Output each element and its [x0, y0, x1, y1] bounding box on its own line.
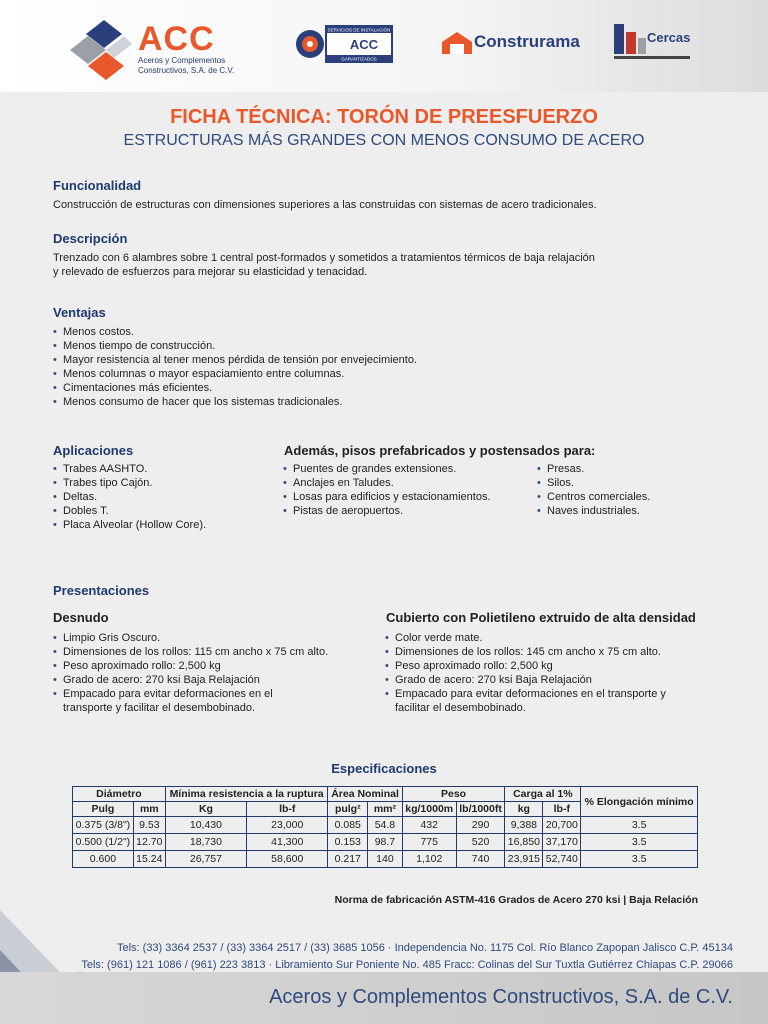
list-item: • Grado de acero: 270 ksi Baja Relajación — [53, 673, 328, 687]
table-cell: 10,430 — [165, 817, 246, 834]
cubierto-heading: Cubierto con Polietileno extruido de alta densidad — [386, 610, 696, 625]
ventajas-list — [53, 325, 417, 409]
contact-line-2: Tels: (961) 121 1086 / (961) 223 3813 · Libramiento Sur Poniente No. 485 Fracc: Colinas del Sur Tuxtla Gutiérrez Chiapas C.P. 29066 — [81, 959, 733, 971]
descripcion-line-1: Trenzado con 6 alambres sobre 1 central post-formados y sometidos a tratamientos térmicos de baja relajación — [53, 252, 595, 264]
table-unit: kg — [505, 802, 543, 817]
ademas-list-1 — [283, 462, 491, 518]
list-item: • Puentes de grandes extensiones. — [283, 462, 491, 476]
table-row — [73, 851, 698, 868]
especificaciones-heading: Especificaciones — [331, 761, 437, 776]
page-subtitle: ESTRUCTURAS MÁS GRANDES CON MENOS CONSUMO DE ACERO — [123, 132, 645, 149]
table-unit: Pulg — [73, 802, 134, 817]
table-unit: mm — [133, 802, 165, 817]
cercas-logo-text: Cercas — [647, 30, 691, 45]
ademas-list-2 — [537, 462, 650, 518]
badge-name-text: ACC — [349, 37, 379, 52]
table-header-area: Área Nominal — [328, 787, 402, 802]
page-title: FICHA TÉCNICA: TORÓN DE PREESFUERZO — [170, 106, 598, 128]
list-item: • Menos tiempo de construcción. — [53, 339, 417, 353]
contact-line-1: Tels: (33) 3364 2537 / (33) 3364 2517 / (33) 3685 1056 · Independencia No. 1175 Col. Río Blanco Zapopan Jalisco C.P. 45134 — [116, 942, 733, 954]
list-item: • Naves industriales. — [537, 504, 650, 518]
desnudo-heading: Desnudo — [53, 610, 109, 625]
list-item: • Centros comerciales. — [537, 490, 650, 504]
table-cell: 20,700 — [543, 817, 581, 834]
table-cell: 18,730 — [165, 834, 246, 851]
table-cell: 0.085 — [328, 817, 368, 834]
list-item: • Dimensiones de los rollos: 145 cm ancho x 75 cm alto. — [385, 645, 666, 659]
footer-company-name: Aceros y Complementos Constructivos, S.A. de C.V. — [269, 986, 733, 1008]
acc-logo-mark — [66, 16, 136, 82]
table-cell: 15.24 — [133, 851, 165, 868]
table-cell: 52,740 — [543, 851, 581, 868]
table-cell: 740 — [456, 851, 505, 868]
specifications-table — [72, 786, 698, 868]
table-cell: 23,000 — [247, 817, 328, 834]
table-header-diametro: Diámetro — [73, 787, 166, 802]
list-item: • Presas. — [537, 462, 650, 476]
table-unit: lb-f — [247, 802, 328, 817]
descripcion-heading: Descripción — [53, 231, 128, 246]
list-item: • Peso aproximado rollo: 2,500 kg — [385, 659, 666, 673]
list-item: • Placa Alveolar (Hollow Core). — [53, 518, 206, 532]
list-item: • Anclajes en Taludes. — [283, 476, 491, 490]
table-row — [73, 834, 698, 851]
list-item: • Dimensiones de los rollos: 115 cm ancho x 75 cm alto. — [53, 645, 328, 659]
list-item: • Grado de acero: 270 ksi Baja Relajación — [385, 673, 666, 687]
list-item: • Mayor resistencia al tener menos pérdida de tensión por envejecimiento. — [53, 353, 417, 367]
funcionalidad-text: Construcción de estructuras con dimensiones superiores a las construidas con sistemas de acero tradicionales. — [53, 199, 597, 211]
table-header-peso: Peso — [402, 787, 505, 802]
list-item: • Menos columnas o mayor espaciamiento entre columnas. — [53, 367, 417, 381]
table-cell: 432 — [402, 817, 456, 834]
table-cell: 290 — [456, 817, 505, 834]
construrama-house-icon — [440, 30, 474, 56]
acc-logo-name: ACC — [138, 20, 215, 58]
table-unit: mm² — [368, 802, 403, 817]
table-cell: 12.70 — [133, 834, 165, 851]
badge-bottom-text: GARANTIZADOS — [341, 56, 377, 62]
table-cell: 58,600 — [247, 851, 328, 868]
aplicaciones-heading: Aplicaciones — [53, 443, 134, 458]
norma-fabricacion: Norma de fabricación ASTM-416 Grados de Acero 270 ksi | Baja Relación — [334, 894, 698, 906]
table-unit: pulg² — [328, 802, 368, 817]
table-unit: lb-f — [543, 802, 581, 817]
acc-logo-subtitle: Aceros y Complementos Constructivos, S.A. de C.V. — [138, 56, 235, 75]
list-item: • Limpio Gris Oscuro. — [53, 631, 328, 645]
list-item: • Silos. — [537, 476, 650, 490]
table-cell: 9.53 — [133, 817, 165, 834]
table-cell: 0.500 (1/2") — [73, 834, 134, 851]
list-item: • Dobles T. — [53, 504, 206, 518]
cubierto-list — [385, 631, 666, 715]
table-cell: 0.600 — [73, 851, 134, 868]
table-cell: 16,850 — [505, 834, 543, 851]
table-cell: 520 — [456, 834, 505, 851]
table-header-carga: Carga al 1% — [505, 787, 581, 802]
table-cell: 23,915 — [505, 851, 543, 868]
table-cell: 3.5 — [581, 834, 698, 851]
list-item-continued: transporte y facilitar el desembobinado. — [63, 702, 255, 714]
table-cell: 9,388 — [505, 817, 543, 834]
guarantee-badge-logo — [294, 24, 394, 64]
list-item: • Peso aproximado rollo: 2,500 kg — [53, 659, 328, 673]
desnudo-list — [53, 631, 328, 715]
list-item: • Cimentaciones más eficientes. — [53, 381, 417, 395]
table-cell: 37,170 — [543, 834, 581, 851]
header-banner — [0, 0, 768, 92]
list-item: • Pistas de aeropuertos. — [283, 504, 491, 518]
table-cell: 140 — [368, 851, 403, 868]
table-cell: 775 — [402, 834, 456, 851]
ventajas-heading: Ventajas — [53, 305, 106, 320]
table-cell: 54.8 — [368, 817, 403, 834]
table-unit: kg/1000m — [402, 802, 456, 817]
list-item: • Trabes AASHTO. — [53, 462, 206, 476]
table-unit: lb/1000ft — [456, 802, 505, 817]
list-item: • Deltas. — [53, 490, 206, 504]
list-item: • Empacado para evitar deformaciones en el — [53, 687, 328, 701]
table-cell: 3.5 — [581, 851, 698, 868]
list-item-continued: facilitar el desembobinado. — [395, 702, 526, 714]
descripcion-line-2: y relevado de esfuerzos para mejorar su elasticidad y tenacidad. — [53, 266, 368, 278]
table-header-resistencia: Mínima resistencia a la ruptura — [165, 787, 328, 802]
list-item: • Menos costos. — [53, 325, 417, 339]
construrama-logo-text: Construrama — [474, 32, 580, 51]
table-unit: Kg — [165, 802, 246, 817]
list-item: • Losas para edificios y estacionamientos. — [283, 490, 491, 504]
list-item: • Empacado para evitar deformaciones en el transporte y — [385, 687, 666, 701]
ademas-heading: Además, pisos prefabricados y postensados para: — [284, 443, 596, 458]
table-header-elongacion: % Elongación mínimo — [581, 787, 698, 817]
table-cell: 26,757 — [165, 851, 246, 868]
funcionalidad-heading: Funcionalidad — [53, 178, 142, 193]
table-row — [73, 817, 698, 834]
table-cell: 0.153 — [328, 834, 368, 851]
table-cell: 0.375 (3/8") — [73, 817, 134, 834]
list-item: • Menos consumo de hacer que los sistemas tradicionales. — [53, 395, 417, 409]
presentaciones-heading: Presentaciones — [53, 583, 150, 598]
aplicaciones-list — [53, 462, 206, 532]
table-cell: 98.7 — [368, 834, 403, 851]
badge-top-text: SERVICIOS DE INSTALACIÓN — [327, 27, 391, 33]
list-item: • Color verde mate. — [385, 631, 666, 645]
table-cell: 3.5 — [581, 817, 698, 834]
table-cell: 41,300 — [247, 834, 328, 851]
table-cell: 1,102 — [402, 851, 456, 868]
table-cell: 0.217 — [328, 851, 368, 868]
list-item: • Trabes tipo Cajón. — [53, 476, 206, 490]
